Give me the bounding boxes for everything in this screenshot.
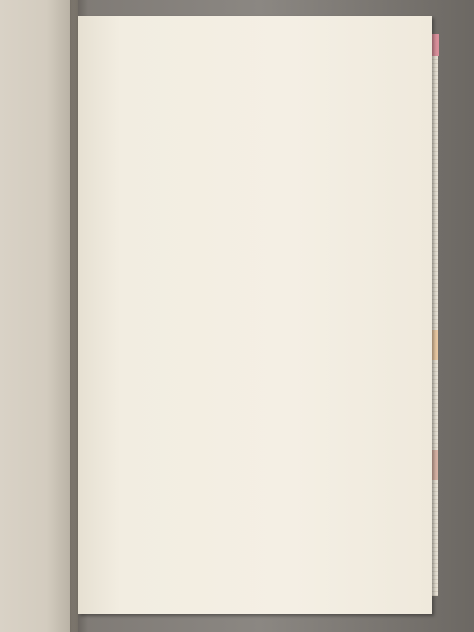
bookmark-tab <box>432 330 438 360</box>
page-edges <box>432 36 438 596</box>
bookmark-tab <box>432 450 438 480</box>
bookmark-tab <box>432 34 439 56</box>
previous-page <box>0 0 78 632</box>
contents-page <box>78 16 432 614</box>
